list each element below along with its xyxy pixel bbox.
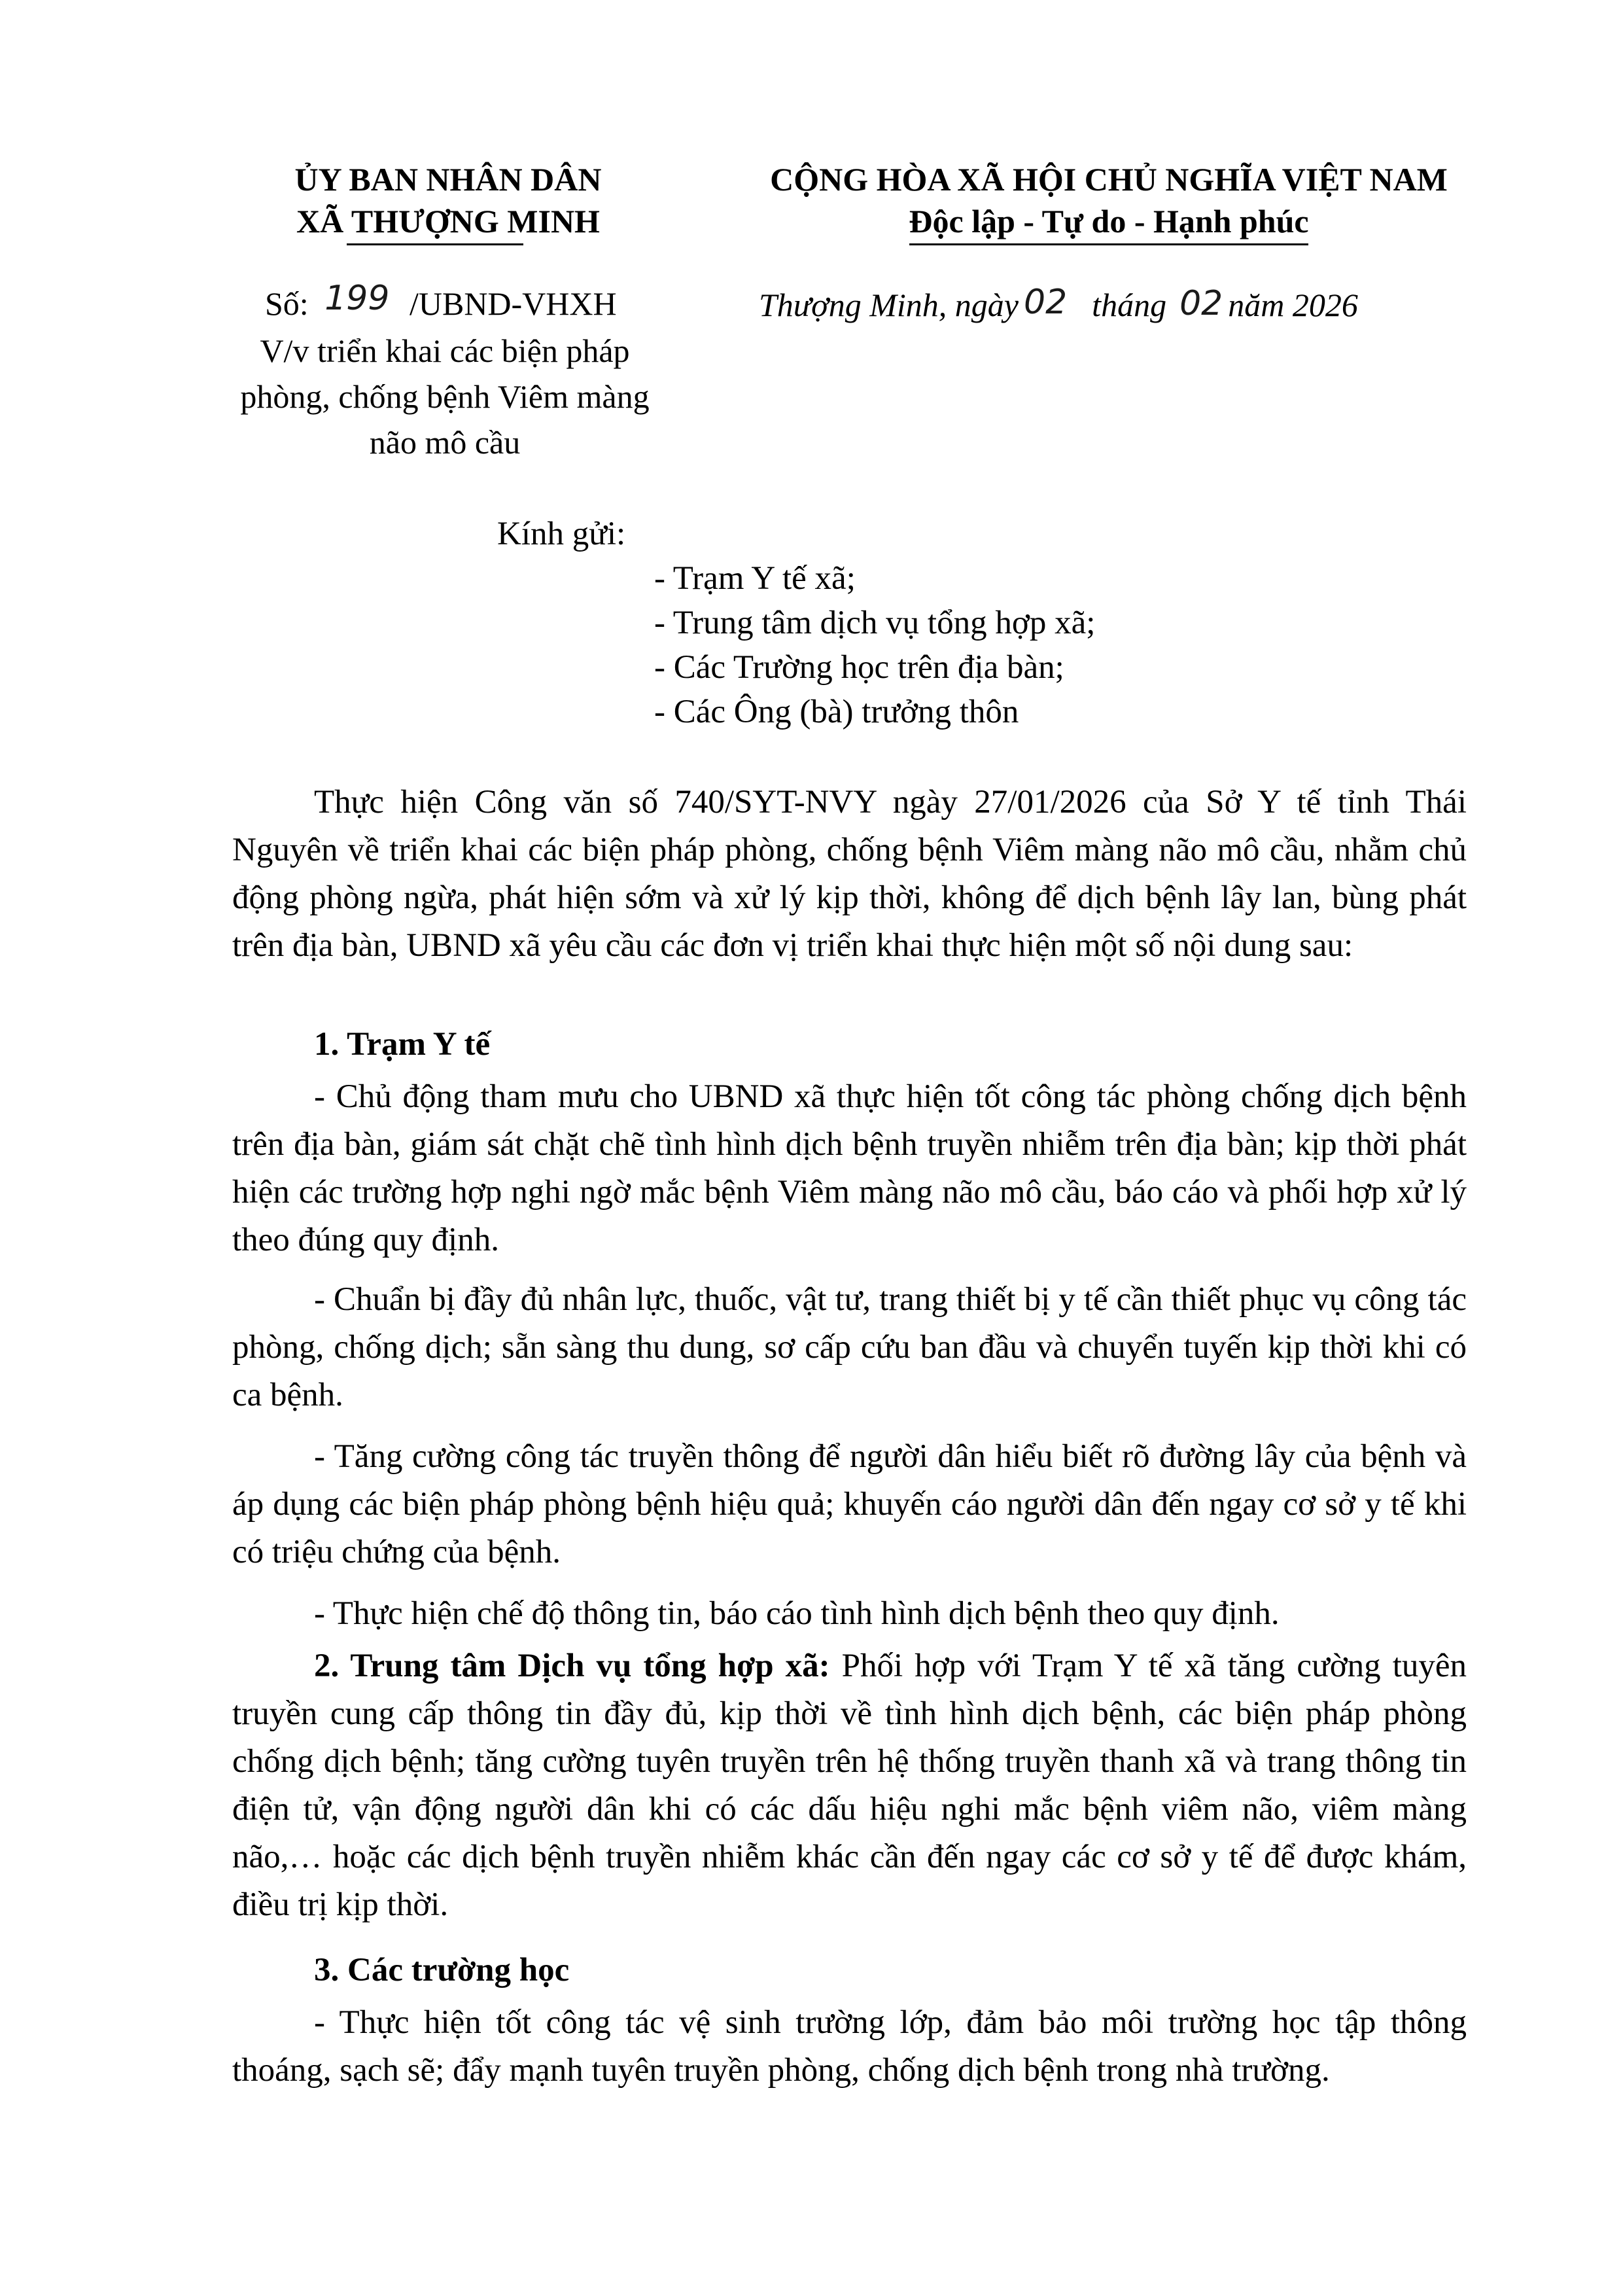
recipients-label: Kính gửi: [497,516,626,552]
date-place: Thượng Minh, ngày [759,287,1019,323]
section-1-paragraph: - Tăng cường công tác truyền thông để người dân hiểu biết rõ đường lây của bệnh và áp dụng các biện pháp phòng bệnh hiệu quả; khuyến cáo người dân đến ngay cơ sở y tế khi có triệu chứng của bệnh. [232,1438,1467,1570]
date-line [759,281,1358,328]
motto-underline [909,243,1308,245]
recipient-item: - Trung tâm dịch vụ tổng hợp xã; [654,605,1096,641]
intro-paragraph: Thực hiện Công văn số 740/SYT-NVY ngày 27/01/2026 của Sở Y tế tỉnh Thái Nguyên về triển khai các biện pháp phòng, chống bệnh Viêm màng não mô cầu, nhằm chủ động phòng ngừa, phát hiện sớm và xử lý kịp thời, không để dịch bệnh lây lan, bùng phát trên địa bàn, UBND xã yêu cầu các đơn vị triển khai thực hiện một số nội dung sau: [232,784,1467,964]
date-day: 02 [1024,283,1068,322]
section-3-heading: 3. Các trường học [314,1952,570,1988]
doc-no-suffix: /UBND-VHXH [409,285,617,322]
subject-line3: não mô cầu [369,424,521,461]
agency-underline [347,243,523,245]
date-month-label: tháng [1092,287,1167,323]
recipient-item: - Các Ông (bà) trưởng thôn [654,694,1019,730]
recipient-item: - Trạm Y tế xã; [654,560,856,597]
section-2-text: Phối hợp với Trạm Y tế xã tăng cường tuyên truyền cung cấp thông tin đầy đủ, kịp thời về tình hình dịch bệnh, các biện pháp phòng chống dịch bệnh; tăng cường tuyên truyền trên hệ thống truyền thanh xã và trang thông tin điện tử, vận động người dân khi có các dấu hiệu nghi mắc bệnh viêm não, viêm màng não,… hoặc các dịch bệnh truyền nhiễm khác cần đến ngay các cơ sở y tế để được khám, điều trị kịp thời. [232,1648,1467,1923]
subject-line2: phòng, chống bệnh Viêm màng [240,378,650,415]
section-2-paragraph [232,1642,1467,1929]
agency-name-line1: ỦY BAN NHÂN DÂN [294,161,602,198]
agency-name-line2: XÃ THƯỢNG MINH [296,203,600,239]
date-year: năm 2026 [1228,287,1358,323]
subject-line1: V/v triển khai các biện pháp [260,332,630,369]
doc-no-prefix: Số: [265,285,309,322]
section-1-paragraph: - Chuẩn bị đầy đủ nhân lực, thuốc, vật tư, trang thiết bị y tế cần thiết phục vụ công tác phòng, chống dịch; sẵn sàng thu dung, sơ cấp cứu ban đầu và chuyển tuyến kịp thời khi có ca bệnh. [232,1281,1467,1413]
section-2-heading: 2. Trung tâm Dịch vụ tổng hợp xã: [314,1648,830,1684]
doc-no-handwritten: 199 [324,279,390,318]
section-3-paragraph: - Thực hiện tốt công tác vệ sinh trường lớp, đảm bảo môi trường học tập thông thoáng, sạch sẽ; đẩy mạnh tuyên truyền phòng, chống dịch bệnh trong nhà trường. [232,2004,1467,2089]
section-1-paragraph: - Thực hiện chế độ thông tin, báo cáo tình hình dịch bệnh theo quy định. [314,1595,1280,1632]
country-name: CỘNG HÒA XÃ HỘI CHỦ NGHĨA VIỆT NAM [770,161,1448,198]
section-1-paragraph: - Chủ động tham mưu cho UBND xã thực hiện tốt công tác phòng chống dịch bệnh trên địa bàn, giám sát chặt chẽ tình hình dịch bệnh truyền nhiễm trên địa bàn; kịp thời phát hiện các trường hợp nghi ngờ mắc bệnh Viêm màng não mô cầu, báo cáo và phối hợp xử lý theo đúng quy định. [232,1078,1467,1258]
section-1-heading: 1. Trạm Y tế [314,1026,491,1063]
recipient-item: - Các Trường học trên địa bàn; [654,649,1064,686]
date-month: 02 [1179,284,1223,323]
motto: Độc lập - Tự do - Hạnh phúc [909,203,1309,239]
document-number [265,280,617,327]
